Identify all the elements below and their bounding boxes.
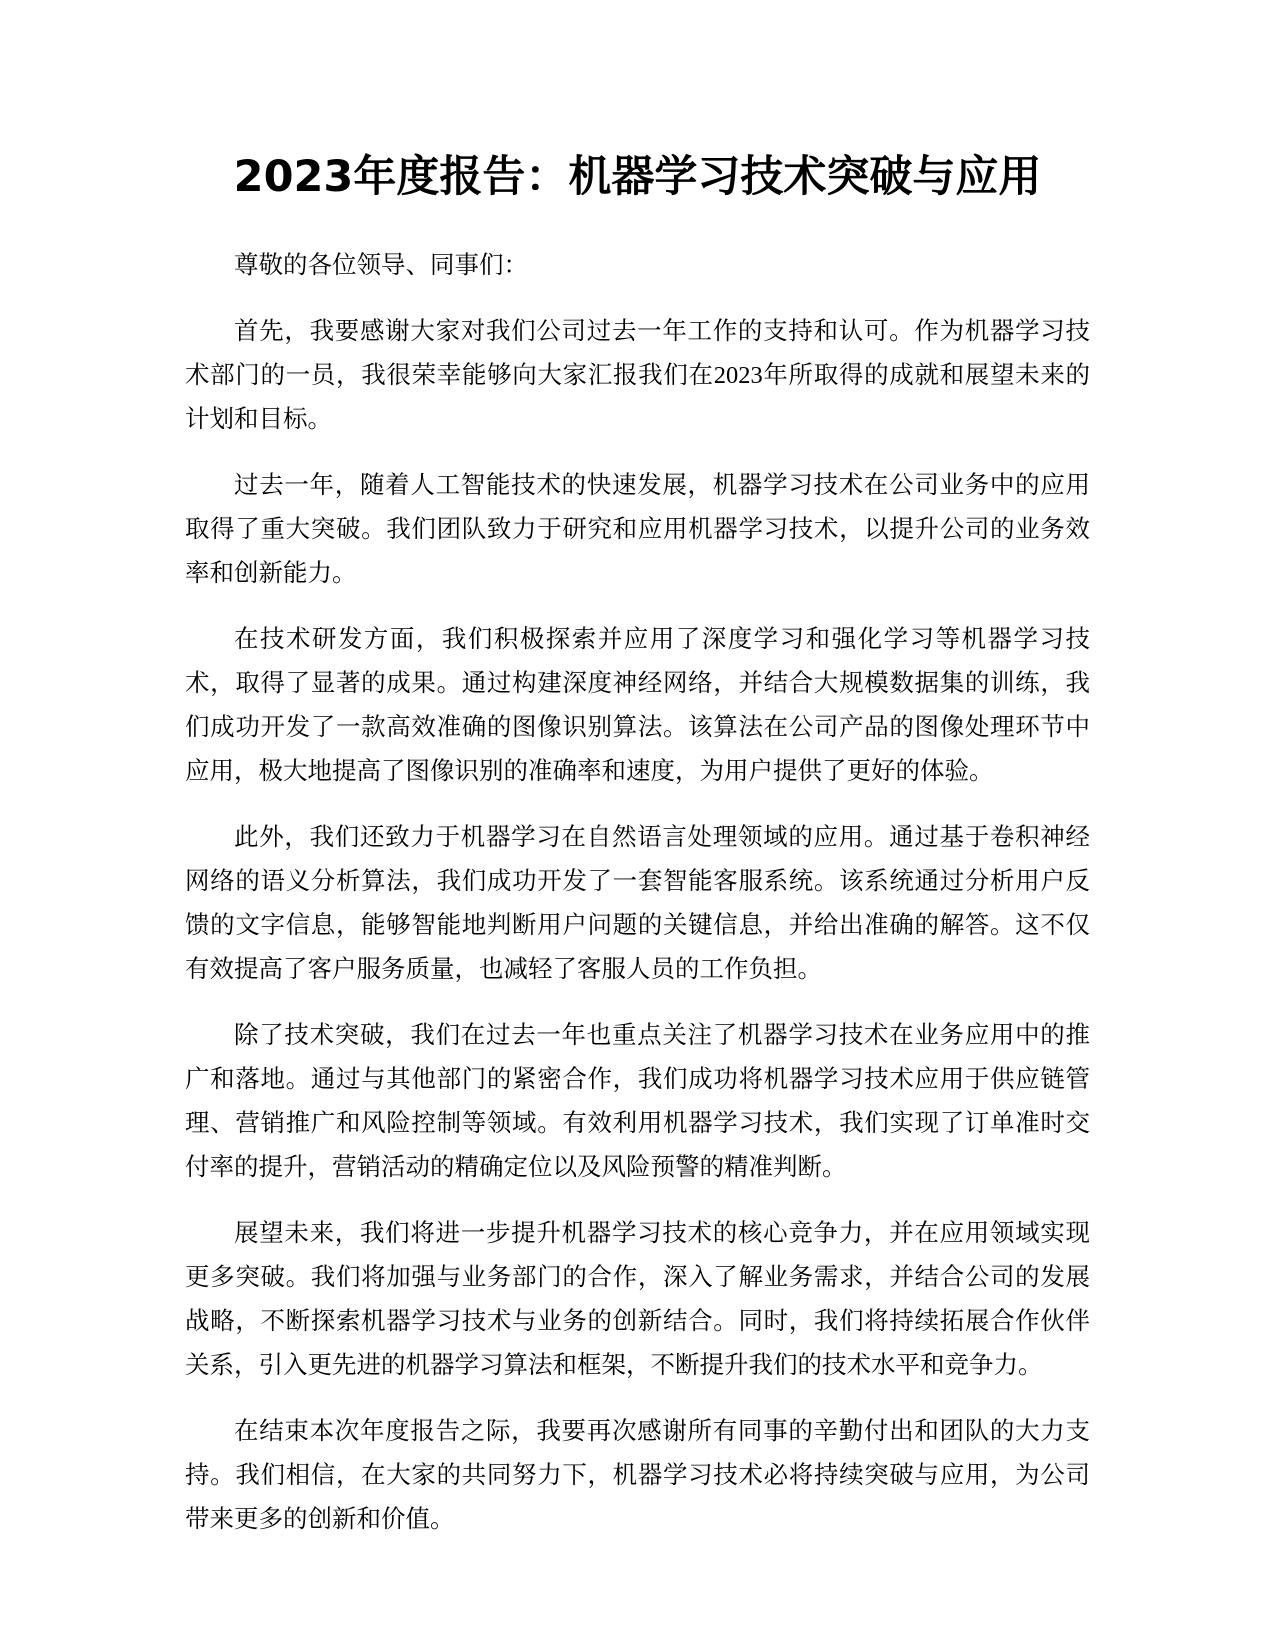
paragraph-4: 此外，我们还致力于机器学习在自然语言处理领域的应用。通过基于卷积神经网络的语义分析算法，我们成功开发了一套智能客服系统。该系统通过分析用户反馈的文字信息，能够智能地判断用户问题的关键信息，并给出准确的解答。这不仅有效提高了客户服务质量，也减轻了客服人员的工作负担。	[185, 824, 1090, 983]
document-page	[185, 148, 1090, 1564]
paragraph-5: 除了技术突破，我们在过去一年也重点关注了机器学习技术在业务应用中的推广和落地。通过与其他部门的紧密合作，我们成功将机器学习技术应用于供应链管理、营销推广和风险控制等领域。有效利用机器学习技术，我们实现了订单准时交付率的提升，营销活动的精确定位以及风险预警的精准判断。	[185, 1022, 1090, 1181]
paragraph-1: 首先，我要感谢大家对我们公司过去一年工作的支持和认可。作为机器学习技术部门的一员，我很荣幸能够向大家汇报我们在2023年所取得的成就和展望未来的计划和目标。	[185, 318, 1090, 433]
paragraph-3: 在技术研发方面，我们积极探索并应用了深度学习和强化学习等机器学习技术，取得了显著的成果。通过构建深度神经网络，并结合大规模数据集的训练，我们成功开发了一款高效准确的图像识别算法。该算法在公司产品的图像处理环节中应用，极大地提高了图像识别的准确率和速度，为用户提供了更好的体验。	[185, 626, 1090, 785]
paragraph-6: 展望未来，我们将进一步提升机器学习技术的核心竞争力，并在应用领域实现更多突破。我们将加强与业务部门的合作，深入了解业务需求，并结合公司的发展战略，不断探索机器学习技术与业务的创新结合。同时，我们将持续拓展合作伙伴关系，引入更先进的机器学习算法和框架，不断提升我们的技术水平和竞争力。	[185, 1220, 1090, 1379]
paragraph-2: 过去一年，随着人工智能技术的快速发展，机器学习技术在公司业务中的应用取得了重大突破。我们团队致力于研究和应用机器学习技术，以提升公司的业务效率和创新能力。	[185, 472, 1090, 587]
document-title: 2023年度报告：机器学习技术突破与应用	[233, 152, 1042, 202]
paragraph-7: 在结束本次年度报告之际，我要再次感谢所有同事的辛勤付出和团队的大力支持。我们相信，在大家的共同努力下，机器学习技术必将持续突破与应用，为公司带来更多的创新和价值。	[185, 1418, 1090, 1533]
greeting: 尊敬的各位领导、同事们：	[234, 252, 528, 279]
